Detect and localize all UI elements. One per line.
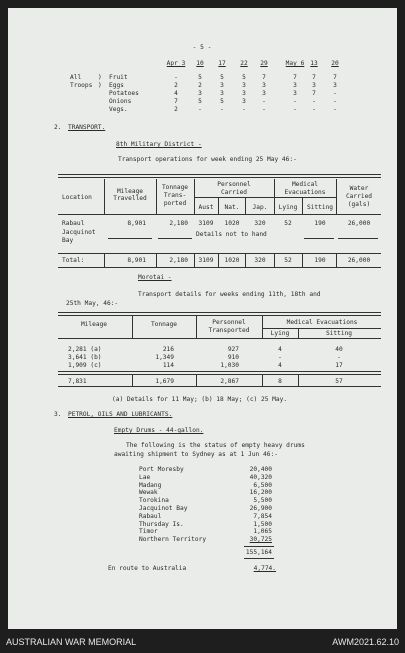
col-header: Transported — [208, 327, 250, 334]
table-divider — [298, 374, 299, 386]
table-cell: 52 — [284, 220, 292, 227]
table-total: 1,679 — [155, 378, 174, 385]
en-route-label: En route to Australia — [108, 565, 187, 572]
paragraph: 25th May, 46:- — [66, 300, 119, 307]
food-cell: 3 — [242, 90, 246, 97]
food-cell: 3 — [220, 90, 224, 97]
col-header: Sitting — [325, 330, 353, 337]
table-divider — [104, 179, 105, 215]
table-cell: 190 — [314, 220, 326, 227]
table-cell: 1020 — [224, 220, 240, 227]
page-number: - 5 - — [192, 44, 212, 51]
food-col-header: 13 — [310, 60, 318, 67]
table-cell: 216 — [162, 346, 174, 353]
food-cell: 7 — [262, 74, 266, 81]
table-cell: 8,901 — [127, 220, 146, 227]
food-cell: 3 — [262, 90, 266, 97]
table-cell: 26,000 — [347, 220, 371, 227]
table-total: 26,000 — [347, 257, 371, 264]
total-rule — [244, 546, 274, 547]
table-divider — [218, 198, 219, 215]
table-cell: 320 — [254, 220, 266, 227]
food-cell: 7 — [312, 74, 316, 81]
food-cell: 7 — [333, 74, 337, 81]
drum-location: Rabaul — [139, 512, 162, 520]
food-cell: 3 — [242, 82, 246, 89]
food-cell: 2 — [174, 82, 178, 89]
table-rule — [58, 267, 381, 268]
en-route-quantity: 4,774. — [253, 565, 276, 572]
table-divider — [132, 316, 133, 338]
food-cell: 7 — [293, 74, 297, 81]
food-cell: - — [293, 106, 297, 113]
table-cell: 910 — [227, 354, 239, 361]
food-row-label: Vegs. — [109, 106, 128, 113]
table-total: 320 — [254, 257, 266, 264]
col-header: Water — [349, 185, 369, 192]
drum-quantity: 6,500 — [253, 481, 272, 489]
paragraph: Transport details for weeks ending 11th, 18th and — [138, 291, 321, 298]
drum-quantity: 1,065 — [253, 528, 272, 536]
food-row-label: Fruit — [109, 74, 128, 81]
col-header: Lying — [270, 330, 290, 337]
food-cell: 3 — [293, 82, 297, 89]
food-cell: 3 — [198, 90, 202, 97]
food-cell: - — [293, 98, 297, 105]
drum-quantity: 20,400 — [249, 466, 272, 473]
footer-accession-number: AWM2021.62.10 — [332, 637, 399, 647]
table-rule — [158, 238, 192, 239]
table-total: 57 — [335, 378, 343, 385]
total-rule — [244, 558, 274, 559]
section-title: PETROL, OILS AND LUBRICANTS. — [68, 411, 173, 418]
food-group-label: Troops — [70, 82, 93, 89]
table-cell: 2,180 — [169, 220, 188, 227]
footer-institution: AUSTRALIAN WAR MEMORIAL — [6, 637, 137, 647]
table-cell: 1,909 (c) — [68, 362, 102, 369]
paragraph: The following is the status of empty heavy drums — [126, 442, 305, 449]
table-rule — [58, 253, 381, 254]
food-cell: 5 — [220, 74, 224, 81]
table-divider — [336, 254, 337, 267]
table-note: Details not to hand — [196, 231, 267, 238]
food-cell: 5 — [242, 74, 246, 81]
table-cell: 3109 — [198, 220, 214, 227]
food-cell: 7 — [174, 98, 178, 105]
food-cell: - — [312, 106, 316, 113]
drum-location: Port Moresby — [139, 466, 184, 473]
table-divider — [336, 179, 337, 215]
food-col-header: 17 — [218, 60, 226, 67]
col-header: Nat. — [224, 204, 240, 211]
table-cell: Bay — [62, 237, 74, 244]
drum-location: Wewak — [139, 489, 158, 497]
food-cell: - — [333, 106, 337, 113]
table-rule — [338, 238, 378, 239]
table-rule — [262, 328, 381, 329]
col-header: Location — [62, 194, 92, 201]
table-rule — [58, 214, 381, 215]
table-rule — [194, 197, 336, 198]
drum-quantity: 16,200 — [249, 489, 272, 497]
col-header: Medical Evacuations — [286, 319, 358, 326]
drum-location: Northern Territory — [139, 536, 207, 544]
col-header: Tonnage — [150, 321, 178, 328]
food-cell: 3 — [220, 82, 224, 89]
table-total: 190 — [314, 257, 326, 264]
table-total: 8 — [278, 378, 282, 385]
section-number: 2. — [54, 124, 62, 131]
drum-location: Thursday Is. — [139, 520, 184, 528]
drum-location: Timor — [139, 528, 158, 536]
drum-quantity: 1,500 — [253, 520, 272, 528]
table-divider — [245, 254, 246, 267]
food-col-header: 29 — [260, 60, 268, 67]
drum-location: Madang — [139, 481, 162, 489]
table-rule — [304, 238, 334, 239]
col-header: (gals) — [347, 201, 371, 208]
table-rule — [108, 238, 152, 239]
section-number: 3. — [54, 411, 62, 418]
table-divider — [262, 316, 263, 338]
table-divider — [302, 254, 303, 267]
table-total: 3109 — [198, 257, 214, 264]
table-divider — [245, 198, 246, 215]
table-divider — [196, 316, 197, 338]
col-header: Tonnage — [161, 184, 189, 191]
table-cell: 4 — [278, 346, 282, 353]
food-group-label: All — [70, 74, 82, 81]
drum-quantity: 40,320 — [249, 473, 272, 481]
food-cell: 2 — [174, 106, 178, 113]
col-header: Jap. — [252, 204, 268, 211]
drum-location: Torokina — [139, 497, 169, 505]
table-rule — [58, 177, 381, 178]
food-row-label: Onions — [109, 98, 132, 105]
drum-quantity: 7,854 — [253, 512, 272, 520]
table-total-label: Total: — [62, 257, 85, 264]
food-cell: 5 — [198, 98, 202, 105]
food-row-label: Potatoes — [109, 90, 139, 97]
table-cell: 2,281 (a) — [68, 346, 102, 353]
table-divider — [132, 374, 133, 386]
col-header: Mileage — [80, 321, 108, 328]
food-col-header: May 6 — [285, 60, 305, 67]
drum-quantity: 26,900 — [249, 505, 272, 512]
document-page — [8, 8, 397, 629]
table-rule — [58, 174, 381, 175]
col-header: Travelled — [113, 195, 147, 202]
food-cell: 3 — [262, 82, 266, 89]
table-total: 7,831 — [68, 378, 87, 385]
col-header: Personnel — [217, 181, 251, 188]
food-col-header: Apr 3 — [166, 60, 186, 67]
food-cell: 2 — [198, 82, 202, 89]
drum-location: Jacquinot Bay — [139, 505, 188, 512]
food-cell: - — [174, 74, 178, 81]
subsection-title: Empty Drums - 44-gallon. — [114, 427, 204, 434]
col-header: Mileage — [116, 188, 144, 195]
col-header: Evacuations — [284, 189, 326, 196]
food-cell: - — [333, 90, 337, 97]
col-header: Carried — [345, 193, 373, 200]
table-divider — [156, 254, 157, 267]
table-rule — [58, 312, 381, 313]
food-row-label: Eggs — [109, 82, 124, 89]
food-cell: - — [262, 106, 266, 113]
table-rule — [58, 386, 381, 387]
col-header: Trans- — [163, 192, 187, 199]
table-total: 8,901 — [127, 257, 146, 264]
food-cell: 3 — [333, 82, 337, 89]
food-cell: - — [262, 98, 266, 105]
col-header: ported — [163, 200, 187, 207]
col-header: Personnel — [212, 319, 246, 326]
drum-total: 155,164 — [245, 549, 272, 556]
table-rule — [58, 374, 381, 375]
table-cell: 1,030 — [220, 362, 239, 369]
food-cell: 7 — [312, 90, 316, 97]
table-cell: - — [278, 354, 282, 361]
paragraph: awaiting shipment to Sydney as at 1 Jun 46:- — [114, 451, 278, 458]
table-cell: 114 — [162, 362, 174, 369]
table-divider — [298, 328, 299, 338]
table-cell: 17 — [335, 362, 343, 369]
subsection-title: 8th Military District - — [116, 141, 202, 148]
footnote: (a) Details for 11 May; (b) 18 May; (c) 25 May. — [112, 396, 288, 403]
table-total: 52 — [284, 257, 292, 264]
col-header: Carried — [220, 189, 248, 196]
table-divider — [104, 254, 105, 267]
table-cell: - — [337, 354, 341, 361]
table-total: 1020 — [224, 257, 240, 264]
food-group-bracket: ) — [98, 82, 102, 89]
table-cell: Rabaul — [62, 220, 85, 227]
food-cell: - — [242, 106, 246, 113]
food-cell: 3 — [312, 82, 316, 89]
table-rule — [58, 315, 381, 316]
table-cell: 4 — [278, 362, 282, 369]
food-group-bracket: ) — [98, 74, 102, 81]
food-cell: 4 — [174, 90, 178, 97]
col-header: Aust — [198, 204, 214, 211]
section-title: TRANSPORT. — [68, 124, 106, 131]
drum-quantity: 30,725 — [249, 536, 272, 544]
food-col-header: 10 — [196, 60, 204, 67]
col-header: Lying — [278, 204, 298, 211]
table-divider — [218, 254, 219, 267]
food-cell: - — [312, 98, 316, 105]
table-total: 2,867 — [220, 378, 239, 385]
table-cell: Jacquinot — [62, 229, 96, 236]
col-header: Sitting — [306, 204, 334, 211]
food-cell: 3 — [242, 98, 246, 105]
food-cell: 3 — [293, 90, 297, 97]
table-cell: 40 — [335, 346, 343, 353]
table-cell: 1,349 — [155, 354, 174, 361]
table-total: 2,180 — [169, 257, 188, 264]
drum-quantity: 5,500 — [253, 497, 272, 505]
table-rule — [58, 338, 381, 339]
food-cell: - — [333, 98, 337, 105]
food-cell: 5 — [220, 98, 224, 105]
food-col-header: 20 — [331, 60, 339, 67]
table-cell: 927 — [227, 346, 239, 353]
table-divider — [196, 374, 197, 386]
food-cell: - — [198, 106, 202, 113]
food-cell: 5 — [198, 74, 202, 81]
col-header: Medical — [291, 181, 319, 188]
table-divider — [262, 374, 263, 386]
drum-location: Lae — [139, 473, 151, 481]
table-rule — [58, 371, 381, 372]
paragraph: Transport operations for week ending 25 May 46:- — [118, 156, 297, 163]
food-col-header: 22 — [240, 60, 248, 67]
table-divider — [302, 198, 303, 215]
subsection-title: Morotai - — [138, 274, 172, 281]
food-cell: - — [220, 106, 224, 113]
table-cell: 3,641 (b) — [68, 354, 102, 361]
